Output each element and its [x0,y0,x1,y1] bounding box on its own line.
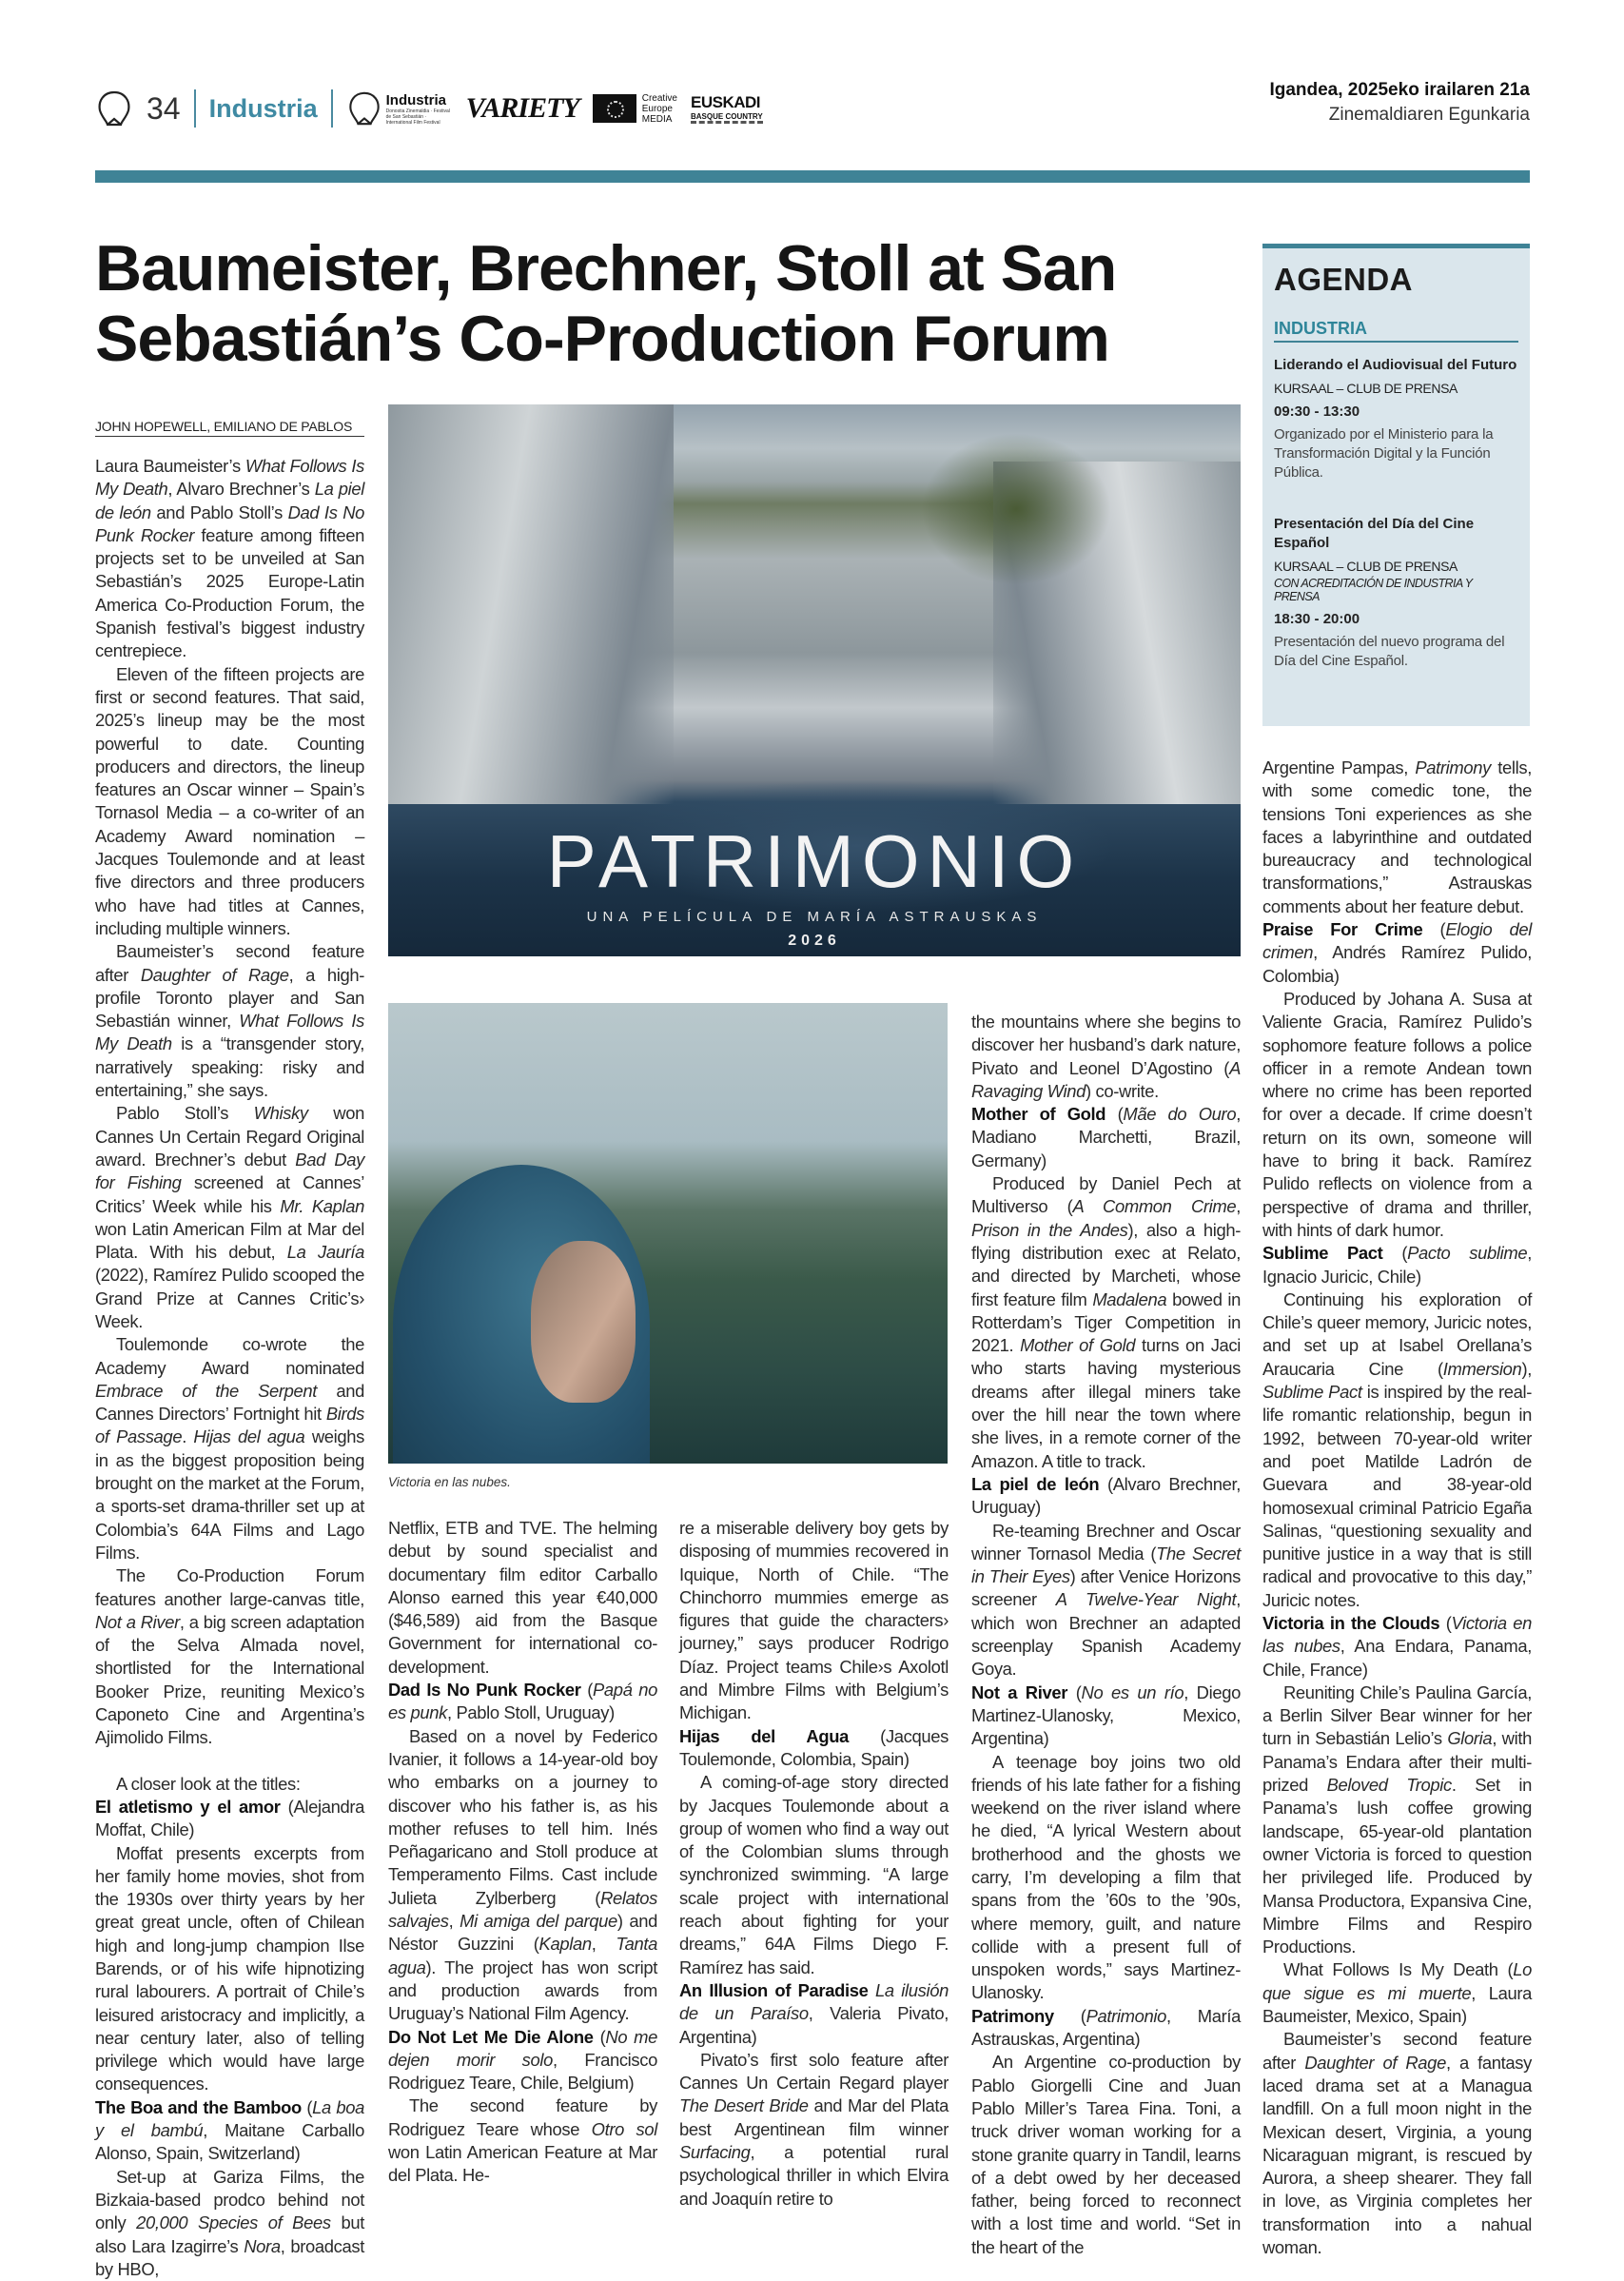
poster-year: 2026 [788,933,841,949]
film-title: Pacto sublime [1407,1243,1528,1264]
text-run: , a potential rural psychological thriller in which Elvira and Joaquín retire to [679,2142,949,2209]
text-run: Baumeister’s second feature after [95,941,364,985]
text-run: ) and Néstor Guzzini ( [388,1911,657,1955]
text-run: ( [1067,1681,1082,1702]
text-run: ) co-write. [1086,1080,1159,1101]
byline: JOHN HOPEWELL, EMILIANO DE PABLOS [95,419,364,437]
film-title: Bad Day for Fishing [95,1149,364,1193]
text-run: , María Astrauskas, Argentina) [971,2005,1241,2050]
text-run: , a fantasy laced drama set at a Managua landfill. On a full moon night in the Mexican desert, Virginia, a young Nicaraguan migrant, is rescued by Aurora, a sheep shearer. They fall in love, as Virginia completes her transformation into a nahual woman. [1262,2052,1532,2257]
text-run: the mountains where she begins to discover her husband’s dark nature, Pivato and Leonel D’Agostino ( [971,1012,1241,1078]
text-run: ( [593,2026,606,2047]
film-title: Prison in the Andes [971,1219,1128,1240]
film-title: The Secret in Their Eyes [971,1543,1241,1587]
film-title: Daughter of Rage [1304,2052,1446,2073]
article-paragraph [1262,1288,1532,1612]
article-paragraph [679,1725,949,1772]
text-run: . [182,1426,194,1447]
text-run: ( [301,2096,313,2117]
film-title: Tanta agua [388,1934,657,1977]
film-title: Hijas del agua [193,1426,305,1447]
article-paragraph [95,2166,364,2281]
text-run: (2022), Ramírez Pulido scooped the Grand Prize at Cannes Critic’s› Week. [95,1265,364,1331]
text-run: Produced by Daniel Pech at Multiverso ( [971,1173,1241,1217]
project-title: The Boa and the Bamboo [95,2096,302,2117]
film-title: Whisky [253,1103,308,1124]
article-paragraph [95,1102,364,1333]
text-run: Pivato’s first solo feature after Cannes Un Certain Regard player [679,2049,949,2094]
film-title: 20,000 Species of Bees [136,2212,331,2233]
agenda-event: Liderando el Audiovisual del Futuro KURSAAL – CLUB DE PRENSA 09:30 - 13:30 Organizado por el Ministerio para la Transformación Digital y la Función Pública. [1274,357,1517,481]
text-run: , [448,1911,460,1932]
text-run: Produced by Johana A. Susa at Valiente Gracia, Ramírez Pulido’s sophomore feature follows a police officer in a remote Andean town where no crime has been reported for over a decade. If crime doesn’t return on its own, someone will have to bring it back. Ramírez Pulido reflects on violence from a perspective of drama and thriller, with hints of dark humor. [1262,988,1532,1240]
article-column [95,455,364,2281]
festival-shell-icon [346,90,382,127]
article-paragraph [95,2096,364,2166]
article-paragraph [1262,1681,1532,1959]
text-run: ( [580,1680,594,1701]
text-run: won Cannes Un Certain Regard Original award. Brechner’s debut [95,1103,364,1170]
project-title: El atletismo y el amor [95,1796,281,1817]
text-run: , Ignacio Juricic, Chile) [1262,1243,1532,1287]
agenda-section: INDUSTRIA [1274,319,1518,343]
issue-date: Igandea, 2025eko irailaren 21a [1269,80,1530,100]
text-run: , Laura Baumeister, Mexico, Spain) [1262,1982,1532,2027]
page-number: 34 [147,90,181,126]
project-title: Not a River [971,1681,1068,1702]
text-run: re a miserable delivery boy gets by disposing of mummies recovered in Iquique, North of Chile. “The Chinchorro mummies emerge as figures that guide the characters› journey,” says producer Rodrigo Díaz. Project teams Chile›s Axolotl and Mimbre Films with Belgium’s Michigan. [679,1518,949,1723]
article-paragraph [95,663,364,941]
article-paragraph [1262,988,1532,1242]
text-run: is inspired by the real-life romantic relationship, begun in 1992, between 70-year-old writer and poet Matilde Ladrón de Guevara and 38-year-old homosexual criminal Patricio Egaña Salinas, “questioning sexuality and punitive justice in a way that is still radical and provocative to this day,” Juricic notes. [1262,1382,1533,1610]
film-title: Beloved Tropic [1326,1775,1452,1796]
film-title: Sublime Pact [1262,1382,1362,1403]
article-paragraph [971,1681,1241,1751]
project-title: Praise For Crime [1262,919,1423,940]
section-name: Industria [208,93,318,123]
text-run: Based on a novel by Federico Ivanier, it follows a 14-year-old boy who embarks on a journey to discover who his father is, as his mother refuses to tell him. Inés Peñagaricano and Stoll produce at Temperamento Films. Cast include Julieta Zylberberg ( [388,1725,657,1908]
article-paragraph [971,2051,1241,2259]
text-run: bowed in Rotterdam’s Tiger Competition in 2021. [971,1288,1241,1356]
project-title: Mother of Gold [971,1104,1106,1125]
film-title: Surfacing [679,2142,751,2163]
text-run: but also Lara Izagirre’s [95,2212,364,2256]
text-run: tells, with some comedic tone, the tensions Toni experiences as she faces a labyrinthine and outdated bureaucracy and technological transformations,” Astrauskas comments about her feature debut. [1262,757,1532,916]
text-run: Re-teaming Brechner and Oscar winner Tornasol Media ( [971,1520,1241,1563]
article-paragraph [95,1842,364,2096]
text-run: ( [1053,2005,1086,2026]
text-run: Continuing his exploration of Chile’s queer memory, Juricic notes, and set up at Isabel Orellana’s Araucaria Cine ( [1262,1288,1532,1379]
film-title: La Jauría [286,1242,365,1263]
masthead-left [95,88,763,129]
article-paragraph [971,1520,1241,1681]
text-run: won Latin American Film at Mar del Plata. With his debut, [95,1218,364,1263]
publication-name: Zinemaldiaren Egunkaria [1328,105,1530,125]
film-title: The Desert Bride [679,2095,809,2116]
text-run: Reuniting Chile’s Paulina García, a Berlin Silver Bear winner for her turn in Sebastián Lelio’s [1262,1681,1532,1749]
text-run: ) after Venice Horizons screener [971,1566,1241,1610]
film-title: Papá no es punk [388,1680,657,1723]
divider [331,89,333,128]
text-run: Argentine Pampas, [1262,757,1416,777]
film-title: No me dejen morir solo [388,2026,657,2070]
film-title: Nora [244,2235,281,2256]
film-title: Dad Is No Punk Rocker [95,501,364,545]
film-title: Elogio del crimen [1262,919,1532,963]
text-run: , [1236,1196,1241,1217]
film-title: A Common Crime [1072,1196,1237,1217]
variety-logo: VARIETY [465,92,579,124]
article-paragraph [1262,1242,1532,1288]
article-paragraph [679,1771,949,1979]
project-title: An Illusion of Paradise [679,1979,869,2000]
article-paragraph [388,2094,657,2187]
header-rule [95,170,1530,183]
text-run: (Jacques Toulemonde, Colombia, Spain) [679,1725,949,1769]
text-run: Toulemonde co-wrote the Academy Award nominated [95,1334,364,1378]
headline: Baumeister, Brechner, Stoll at San Sebastián’s Co-Production Forum [95,232,1117,375]
film-title: Victoria en las nubes [1262,1612,1532,1657]
text-run: ( [1422,919,1446,940]
article-column [388,1517,657,2188]
article-paragraph [971,2005,1241,2052]
article-column [971,1011,1241,2259]
text-run: , Alvaro Brechner’s [167,479,315,500]
text-run: , Francisco Rodriguez Teare, Chile, Belgium) [388,2049,657,2094]
text-run: , broadcast by HBO, [95,2235,365,2279]
film-title: Madalena [1092,1288,1167,1309]
film-title: Birds of Passage [95,1404,364,1447]
text-run: weighs in as the biggest proposition being brought on the market at the Forum, a sports-set drama-thriller set up at Colombia’s 64A Films and Lago Films. [95,1426,364,1563]
masthead-right [1269,80,1530,126]
article-paragraph [1262,1612,1532,1681]
film-title: Otro sol [591,2118,657,2139]
text-run: is a “transgender story, narratively speaking: risky and entertaining,” she says. [95,1033,364,1101]
text-run: Moffat presents excerpts from her family home movies, shot from the 1930s over thirty years by her great great uncle, often of Chilean high and long-jump champion Ilse Barends, or of his wife hipnotizing rural labourers. A portrait of Chile’s leisured aristocracy and implicitly, a near century later, also of telling privilege which would have large consequences. [95,1842,364,2094]
film-title: A Ravaging Wind [971,1057,1241,1101]
poster-subtitle: UNA PELÍCULA DE MARÍA ASTRAUSKAS [586,909,1043,925]
industria-logo: Industria Donostia Zinemaldia · Festival de San Sebastián · International Film Festival [346,90,453,127]
text-run: A coming-of-age story directed by Jacques Toulemonde about a group of women who find a way out of the Colombian slums through synchronized swimming. “A large scale project with international reach about fighting for your dreams,” 64A Films Diego F. Ramírez has said. [679,1772,949,1977]
film-title: Kaplan [538,1934,592,1955]
text-run: ( [1105,1104,1124,1125]
film-title: La boa y el bambú [95,2096,364,2141]
film-title: What Follows Is My Death [95,456,364,500]
article-paragraph [679,2049,949,2211]
text-run: , a big screen adaptation of the Selva Almada novel, shortlisted for the International Booker Prize, reuniting Mexico’s Caponeto Cine and Argentina’s Ajimolido Films. [95,1611,365,1748]
text-run: ), also a high-flying distribution exec at Relato, and directed by Marcheti, whose first feature film [971,1219,1242,1309]
film-title: A Twelve-Year Night [1055,1589,1237,1610]
article-column [1262,757,1532,2259]
article-paragraph [388,1517,657,1679]
article-paragraph [971,1751,1241,2005]
text-run: Laura Baumeister’s [95,456,245,476]
article-paragraph [95,455,364,663]
text-run: , Maitane Carballo Alonso, Spain, Switzerland) [95,2120,364,2164]
text-run: , Pablo Stoll, Uruguay) [446,1702,615,1723]
film-title: Relatos salvajes [388,1887,657,1932]
text-run: , [591,1934,616,1955]
text-run: Pablo Stoll’s [116,1103,254,1124]
text-run: ), [1521,1358,1532,1379]
project-title: Sublime Pact [1262,1243,1383,1264]
article-paragraph [971,1103,1241,1172]
text-run: , with Panama’s Endara after their multi-prized [1262,1728,1532,1796]
article-paragraph [971,1011,1241,1103]
text-run: ( [1439,1612,1452,1633]
text-run: turns on Jaci who starts having mysterious dreams after illegal miners take over the hill near the town where she lives, in a remote corner of the Amazon. A title to track. [971,1335,1241,1471]
text-run: , Andrés Ramírez Pulido, Colombia) [1262,942,1532,986]
euskadi-logo: EUSKADI BASQUE COUNTRY [691,93,763,124]
film-title: No es un río [1081,1681,1184,1702]
project-title: Patrimony [971,2005,1054,2026]
article-paragraph [95,1564,364,1749]
text-run: The Co-Production Forum features another large-canvas title, [95,1565,364,1609]
agenda-event: Presentación del Día del Cine Español KURSAAL – CLUB DE PRENSA CON ACREDITACIÓN DE INDUSTRIA Y PRENSA 18:30 - 20:00 Presentación del nuevo programa del Día del Cine Español. [1274,516,1505,669]
film-title: Mi amiga del parque [460,1911,617,1932]
victoria-photo [388,1003,948,1464]
article-paragraph [95,940,364,1102]
text-run: A teenage boy joins two old friends of his late father for a fishing weekend on the river island where he died, “A lyrical Western about brotherhood and the ghosts we carry, I’m developing a film that spans from the ’60s to the ’90s, where memory, guilt, and nature collide with a present full of unspoken words,” says Martinez-Ulanosky. [971,1751,1241,2003]
article-paragraph [95,1333,364,1564]
article-paragraph [388,1679,657,1725]
agenda-box [1262,244,1530,726]
text-run: An Argentine co-production by Pablo Giorgelli Cine and Juan Pablo Miller’s Tarea Fina. Toni, a truck driver woman working for a stone granite quarry in Tandil, learns of a debt owed by her deceased father, being forced to reconnect with a lost time and world. “Set in the heart of the [971,2052,1241,2257]
text-run: Netflix, ETB and TVE. The helming debut by sound specialist and documentary film editor Carballo Alonso earned this year €40,000 ($46,589) aid from the Basque Government for international co-development. [388,1518,657,1677]
project-title: Hijas del Agua [679,1725,849,1746]
eu-flag-icon [593,94,636,123]
project-title: Dad Is No Punk Rocker [388,1680,581,1701]
article-paragraph [679,1517,949,1725]
project-title: Do Not Let Me Die Alone [388,2026,594,2047]
text-run [869,1980,876,2000]
text-run: , Valeria Pivato, Argentina) [679,2003,949,2047]
divider [194,89,196,128]
text-run: (Alejandra Moffat, Chile) [95,1796,364,1840]
film-title: La ilusión de un Paraíso [679,1979,949,2024]
article-paragraph [95,1773,364,1796]
text-run: feature among fifteen projects set to be unveiled at San Sebastián’s 2025 Europe-Latin America Co-Production Forum, the Spanish festival’s biggest industry centrepiece. [95,524,364,661]
text-run: , Madiano Marchetti, Brazil, Germany) [971,1104,1241,1170]
text-run: , Diego Martinez-Ulanosky, Mexico, Argentina) [971,1681,1241,1749]
article-paragraph [679,1979,949,2049]
text-run: screened at Cannes’ Critics’ Week while his [95,1172,364,1216]
article-paragraph [971,1172,1241,1473]
article-paragraph [95,1796,364,1842]
festival-shell-icon [95,89,133,128]
text-run: Eleven of the fifteen projects are first or second features. That said, 2025’s lineup may be the most powerful to date. Counting producers and directors, the lineup features an Oscar winner – Spain’s Tornasol Media – a co-writer of an Academy Award nomination – Jacques Toulemonde and at least five directors and three producers who have had titles at Cannes, including multiple winners. [95,663,364,938]
text-run: , which won Brechner an adapted screenplay Spanish Academy Goya. [971,1589,1241,1680]
film-title: Mr. Kaplan [280,1195,364,1216]
text-run: . Set in Panama’s lush coffee growing landscape, 65-year-old plantation owner Victoria is forced to question her privileged life. Produced by Mansa Productora, Expansiva Cine, Mimbre Films and Respiro Productions. [1262,1775,1533,1957]
article-paragraph [1262,757,1532,918]
article-paragraph [388,1725,657,2026]
film-title: Patrimony [1415,757,1491,777]
text-run: Set-up at Gariza Films, the Bizkaia-based prodco behind not only [95,2166,364,2233]
film-title: Not a River [95,1611,180,1632]
film-title: Mother of Gold [1020,1335,1136,1356]
text-run: ). The project has won script and production awards from Uruguay’s National Film Agency. [388,1957,657,2024]
article-paragraph [1262,1958,1532,2028]
photo-caption: Victoria en las nubes. [388,1475,511,1489]
patrimonio-poster-image [388,404,1241,956]
agenda-title: AGENDA [1274,262,1414,297]
text-run: and Pablo Stoll’s [150,501,288,522]
film-title: Gloria [1447,1728,1493,1749]
project-title: Victoria in the Clouds [1262,1612,1440,1633]
project-title: La piel de león [971,1473,1100,1494]
text-run: Baumeister’s second feature after [1262,2029,1532,2073]
film-title: Patrimonio [1086,2005,1166,2026]
text-run: won Latin American Feature at Mar del Plata. He- [388,2142,657,2186]
article-paragraph [1262,2028,1532,2259]
film-title: Immersion [1442,1358,1522,1379]
article-paragraph [1262,918,1532,988]
article-paragraph [388,2026,657,2095]
text-run: , Ana Endara, Panama, Chile, France) [1262,1636,1532,1680]
poster-title: PATRIMONIO [546,819,1083,903]
article-paragraph [971,1473,1241,1520]
film-title: Daughter of Rage [140,964,289,985]
text-run: and Mar del Plata best Argentinean film winner [679,2095,949,2139]
film-title: La piel de león [95,479,364,522]
text-run: , a high-profile Toronto player and San Sebastián winner, [95,964,364,1032]
text-run: and Cannes Directors’ Fortnight hit [95,1380,364,1425]
text-run: What Follows Is My Death ( [1283,1959,1514,1980]
text-run: The second feature by Rodriguez Teare whose [388,2095,657,2139]
text-run: (Alvaro Brechner, Uruguay) [971,1473,1241,1518]
film-title: Embrace of the Serpent [95,1380,318,1401]
film-title: What Follows Is My Death [95,1011,364,1054]
article-column [679,1517,949,2211]
film-title: Mãe do Ouro [1123,1104,1237,1125]
text-run: A closer look at the titles: [116,1773,301,1794]
creative-europe-logo: Creative Europe MEDIA [593,93,677,125]
text-run: ( [1382,1243,1408,1264]
film-title: Lo que sigue es mi muerte [1262,1959,1532,2003]
